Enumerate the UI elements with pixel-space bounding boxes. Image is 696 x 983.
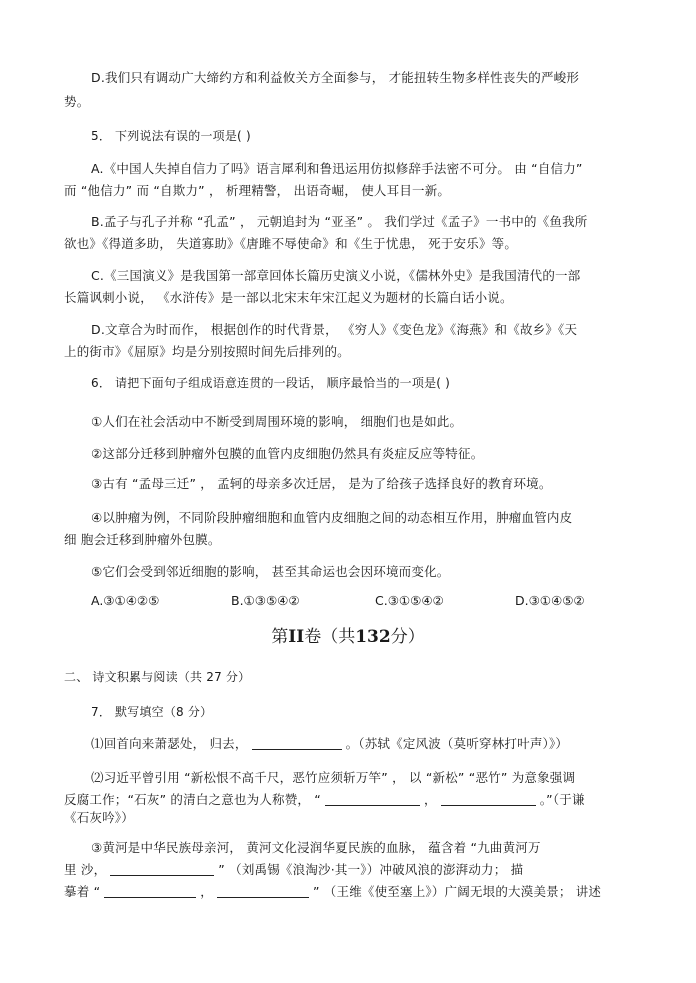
q6-sentence-4-line-2: 细 胞会迁移到肿瘤外包膜。 xyxy=(64,532,221,547)
q5-option-d-line-2: 上的街市》《屈原》均是分别按照时间先后排列的。 xyxy=(64,344,350,359)
q5-option-a-line-1: A.《中国人失掉自信力了吗》语言犀利和鲁迅运用仿拟修辞手法密不可分。 由 “自信力” xyxy=(91,161,583,176)
q6-sentence-5: ⑤它们会受到邻近细胞的影响， 甚至其命运也会因环境而变化。 xyxy=(91,564,450,579)
option-d-line-2: 势。 xyxy=(64,94,90,109)
q6-sentence-2: ②这部分迁移到肿瘤外包膜的血管内皮细胞仍然具有炎症反应等特征。 xyxy=(91,446,484,461)
fill-2-line-3: 《石灰吟》） xyxy=(64,810,134,825)
fill-3-text-b: 里 沙， xyxy=(64,862,107,877)
q5-option-c-line-2: 长篇讽刺小说， 《水浒传》是一部以北宋末年宋江起义为题材的长篇白话小说。 xyxy=(64,290,513,305)
question-7: 7． 默写填空（8 分） xyxy=(91,705,213,719)
q6-option-c: C.③①⑤④② xyxy=(375,593,444,608)
fill-3-blank-3[interactable] xyxy=(217,885,309,898)
q5-option-c-line-1: C.《三国演义》是我国第一部章回体长篇历史演义小说，《儒林外史》是我国清代的一部 xyxy=(91,268,581,283)
q6-sentence-4-line-1: ④以肿瘤为例，不同阶段肿瘤细胞和血管内皮细胞之间的动态相互作用，肿瘤血管内皮 xyxy=(91,510,573,525)
q6-option-b: B.①③⑤④② xyxy=(231,593,300,608)
fill-2-line-1: ⑵习近平曾引用 “新松恨不高千尺，恶竹应须斩万竿” ， 以 “新松” “恶竹” 为意象强调 xyxy=(91,770,576,785)
fill-3-line-2 xyxy=(64,862,523,878)
fill-3-blank-1[interactable] xyxy=(110,863,214,876)
fill-2-text-b: 反腐工作；“石灰” 的清白之意也为人称赞， “ xyxy=(64,792,321,807)
fill-1-blank[interactable] xyxy=(252,737,342,750)
fill-2-text-d: 。”（于谦 xyxy=(539,792,585,807)
q5-option-b-line-1: B.孟子与孔子并称 “孔孟” ， 元朝追封为 “亚圣” 。 我们学过《孟子》一书中的《鱼我所 xyxy=(91,214,588,229)
q6-option-d: D.③①④⑤② xyxy=(515,593,585,608)
section-title xyxy=(0,626,696,648)
fill-3-text-e: ， xyxy=(200,884,213,899)
q6-sentence-3: ③古有 “孟母三迁” ， 孟轲的母亲多次迁居， 是为了给孩子选择良好的教育环境。 xyxy=(91,476,552,491)
q6-option-a: A.③①④②⑤ xyxy=(91,593,160,608)
fill-1-text-b: 。（苏轼《定风波（莫听穿林打叶声）》） xyxy=(345,736,569,751)
title-roman: II xyxy=(288,627,305,647)
title-suffix: 分） xyxy=(390,627,425,647)
section-2-heading: 二、 诗文积累与阅读（共 27 分） xyxy=(64,670,251,684)
title-middle: 卷（共 xyxy=(304,627,356,647)
question-5: 5． 下列说法有误的一项是( ) xyxy=(91,129,251,143)
q5-option-d-line-1: D.文章合为时而作， 根据创作的时代背景， 《穷人》《变色龙》《海燕》和《故乡》《天 xyxy=(91,322,578,337)
question-6: 6． 请把下面句子组成语意连贯的一段话， 顺序最恰当的一项是( ) xyxy=(91,376,451,390)
option-d-line-1: D.我们只有调动广大缔约方和利益攸关方全面参与， 才能扭转生物多样性丧失的严峻形 xyxy=(91,70,580,85)
title-score: 132 xyxy=(355,627,391,647)
fill-3-text-f: ” （王维《使至塞上》）广阔无垠的大漠美景； 讲述 xyxy=(312,884,602,899)
fill-2-line-2 xyxy=(64,792,585,808)
fill-2-blank-2[interactable] xyxy=(441,793,536,806)
q5-option-b-line-2: 欲也》《得道多助， 失道寡助》《唐雎不辱使命》和《生于忧患， 死于安乐》等。 xyxy=(64,236,518,251)
fill-3-line-3 xyxy=(64,884,601,900)
title-prefix: 第 xyxy=(271,627,289,647)
fill-3-line-1: ③黄河是中华民族母亲河， 黄河文化浸润华夏民族的血脉， 蕴含着 “九曲黄河万 xyxy=(91,840,541,855)
q6-sentence-1: ①人们在社会活动中不断受到周围环境的影响， 细胞们也是如此。 xyxy=(91,414,463,429)
fill-3-blank-2[interactable] xyxy=(104,885,196,898)
q5-option-a-line-2: 而 “他信力” 而 “自欺力” ， 析理精警， 出语奇崛， 使人耳目一新。 xyxy=(64,183,451,198)
fill-1 xyxy=(91,736,568,752)
fill-3-text-d: 摹着 “ xyxy=(64,884,101,899)
fill-2-text-c: ， xyxy=(423,792,437,807)
fill-1-text-a: ⑴回首向来萧瑟处， 归去， xyxy=(91,736,248,751)
fill-3-text-c: ” （刘禹锡《浪淘沙·其一》）冲破风浪的澎湃动力； 描 xyxy=(218,862,524,877)
fill-2-blank-1[interactable] xyxy=(325,793,420,806)
